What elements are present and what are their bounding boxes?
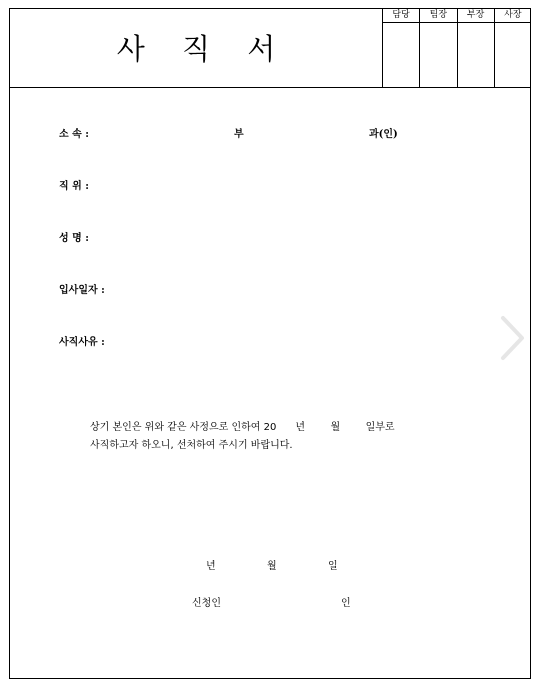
chevron-right-icon[interactable] [500,315,526,361]
hire-date-label: 입사일자 : [59,285,105,296]
approval-column-president [495,9,531,87]
date-day-label: 일 [328,561,338,572]
document-frame [9,8,531,679]
approval-signature-box[interactable] [420,23,456,87]
approval-label: 팀장 [420,9,456,23]
statement-line-2: 사직하고자 하오니, 선처하여 주시기 바랍니다. [90,440,293,451]
applicant-seal-label: 인 [341,598,351,609]
approval-label: 사장 [495,9,531,23]
position-label: 직 위 : [59,181,89,192]
approval-column-manager [383,9,420,87]
approval-column-director [458,9,495,87]
affiliation-section-label: 과(인) [369,129,398,140]
affiliation-label: 소 속 : [59,129,89,140]
approval-signature-box[interactable] [458,23,494,87]
resignation-reason-label: 사직사유 : [59,337,105,348]
affiliation-dept-label: 부 [234,129,244,140]
approval-signature-box[interactable] [495,23,531,87]
approval-label: 부장 [458,9,494,23]
approval-stamp-table [382,9,531,87]
name-label: 성 명 : [59,233,89,244]
applicant-label: 신청인 [192,598,221,609]
statement-line-1: 상기 본인은 위와 같은 사정으로 인하여 20 년 월 일부로 [90,422,395,433]
approval-label: 담당 [383,9,419,23]
approval-column-team-lead [420,9,457,87]
document-header [10,9,530,88]
approval-signature-box[interactable] [383,23,419,87]
date-month-label: 월 [267,561,277,572]
date-year-label: 년 [206,561,216,572]
page-title: 사 직 서 [116,32,276,66]
